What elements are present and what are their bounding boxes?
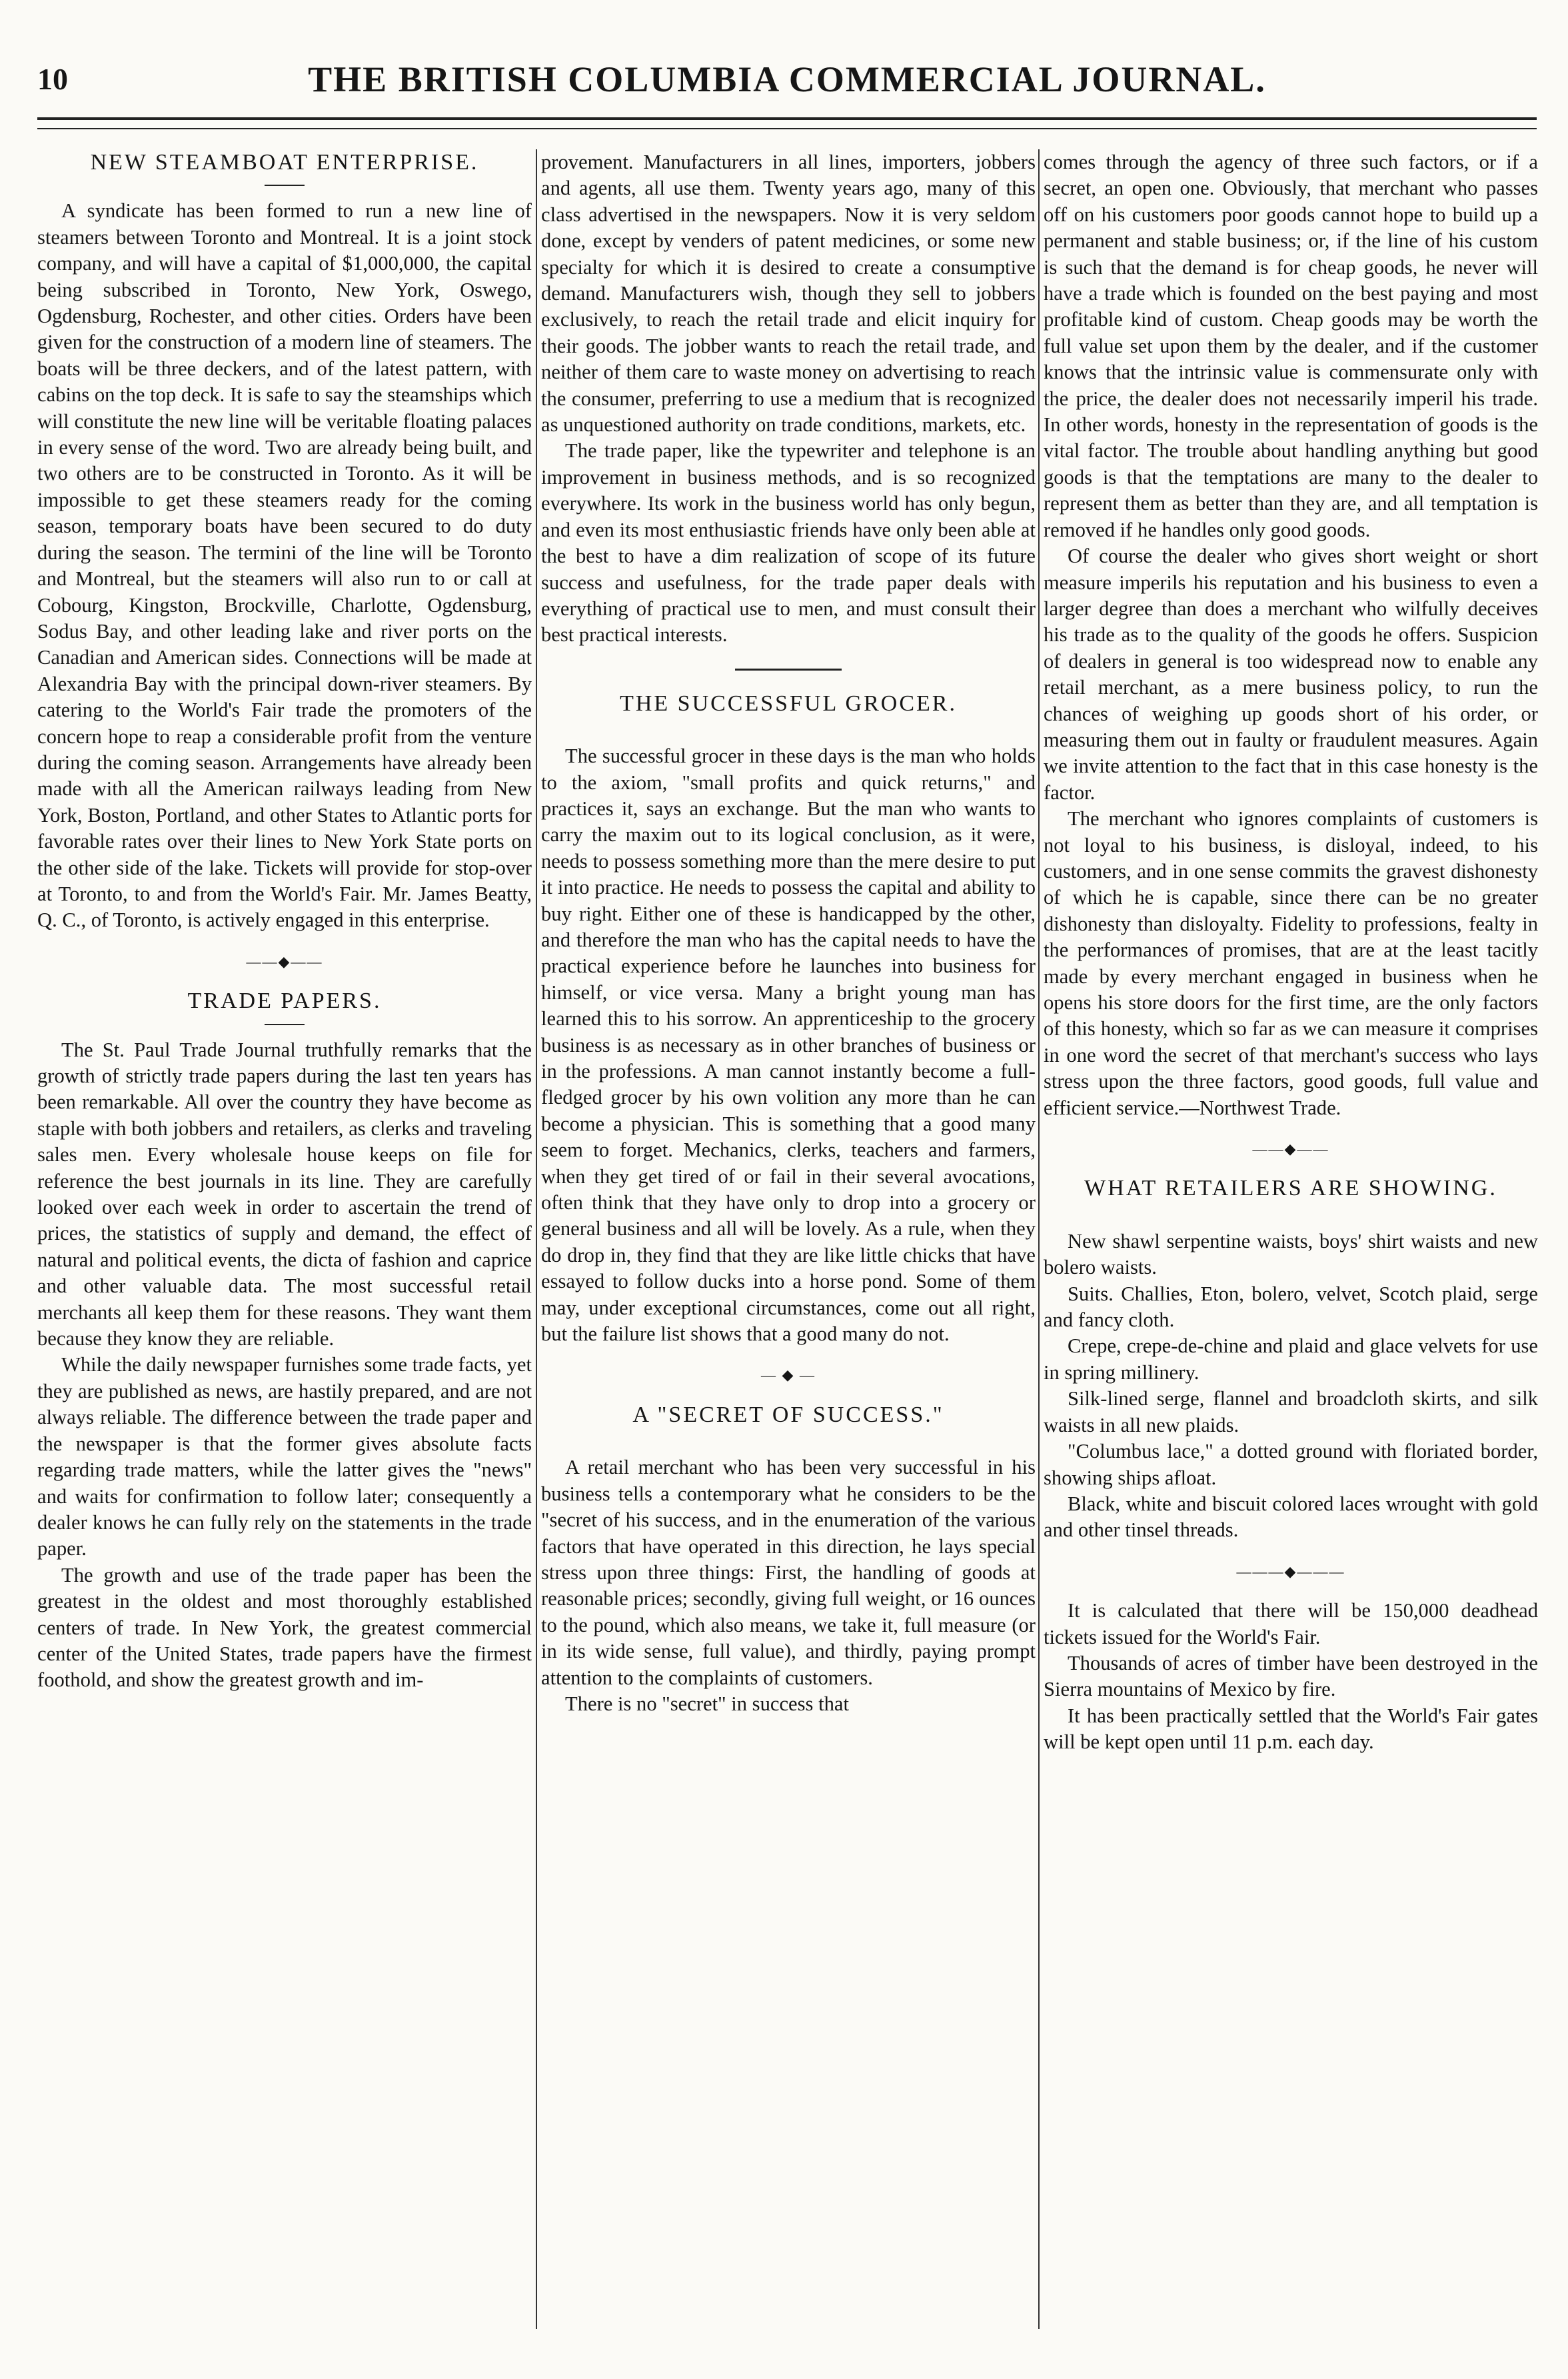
- article-heading: TRADE PAPERS.: [187, 989, 382, 1014]
- paragraph: The successful grocer in these days is the man who holds to the axiom, "small profits and quick returns," and practices it, says an exchange. But the man who wants to carry the maxim out to its logical conclusion, as it were, needs to possess something more than the mere desire to put it into practice. He needs to possess the capital and ability to buy right. Either one of these is handicapped by the other, and therefore the man who has the capital needs to have the practical experience before he launches into business for himself, or vice versa. Many a bright young man has learned this to his sorrow. An apprenticeship to the grocery business is as necessary as in other branches of business or in the professions. A man cannot instantly become a full-fledged grocer by his own volition any more than he can become a physician. This is something that a good many seem to forget. Mechanics, clerks, teachers and farmers, when they get tired of or fail in their several avocations, often think that they have only to drop into a grocery or general business and all will be lovely. As a rule, when they do drop in, they find that they are like little chicks that have essayed to follow ducks into a horse pond. Some of them may, under exceptional circumstances, come out all right, but the failure list shows that a good many do not.: [541, 745, 1036, 1346]
- list-item: New shawl serpentine waists, boys' shirt waists and new bolero waists.: [1044, 1229, 1538, 1279]
- article-heading: WHAT RETAILERS ARE SHOWING.: [1084, 1176, 1497, 1201]
- news-note: Thousands of acres of timber have been destroyed in the Sierra mountains of Mexico by fire.: [1044, 1651, 1538, 1701]
- article-separator: [735, 669, 842, 671]
- paragraph: The growth and use of the trade paper has been the greatest in the oldest and most thoroughly established centers of trade. In New York, the greatest commercial center of the United States, trade papers have the firmest foothold, and show the greatest growth and im-: [37, 1563, 532, 1692]
- list-item: Silk-lined serge, flannel and broadcloth skirts, and silk waists in all new plaids.: [1044, 1387, 1538, 1436]
- paragraph: The trade paper, like the typewriter and telephone is an improvement in business methods, and is so recognized everywhere. Its work in the business world has only begun, and even its most enthusiastic friends have only been able at the best to have a dim realization of scope of its future success and usefulness, for the trade paper deals with everything of practical use to men, and must consult their best practical interests.: [541, 439, 1036, 647]
- paragraph: provement. Manufacturers in all lines, importers, jobbers and agents, all use them. Twenty years ago, many of this class advertised in the newspapers. Now it is very seldom done, except by venders of patent medicines, or some new specialty for which it is desired to create a consumptive demand. Manufacturers wish, though they sell to jobbers exclusively, to reach the retail trade and elicit inquiry for their goods. The jobber wants to reach the retail trade, and neither of them care to waste money on advertising to reach the consumer, preferring to use a medium that is recognized as unquestioned authority on trade conditions, markets, etc.: [541, 151, 1036, 437]
- paragraph: comes through the agency of three such factors, or if a secret, an open one. Obviously, that merchant who passes off on his customers poor goods cannot hope to build up a permanent and stable business; or, if the line of his custom is such that the demand is for cheap goods, he never will have a trade which is founded on the best paying and most profitable kind of custom. Cheap goods may be worth the full value set upon them by the dealer, and if the customer knows that the intrinsic value is commensurate only with the price, the dealer does not necessarily imperil his trade. In other words, honesty in the representation of goods is the vital factor. The trouble about handling anything but good goods is that the temptations are many to the dealer to represent them as better than they are, and all temptation is removed if he handles only good goods.: [1044, 151, 1538, 541]
- paragraph: Of course the dealer who gives short weight or short measure imperils his reputation and his business to even a larger degree than does a merchant who wilfully deceives his trade as to the quality of the goods he offers. Suspicion of dealers in general is too widespread now to enable any retail merchant, as a mere business policy, to run the chances of weighing up goods short of his order, or measuring them out in faulty or fraudulent measures. Again we invite attention to the fact that in this case honesty is the factor.: [1044, 545, 1538, 804]
- news-notes: [1044, 1598, 1538, 1755]
- column-divider: [536, 149, 537, 2329]
- article-separator: ——◆——: [246, 953, 323, 970]
- news-note: It has been practically settled that the World's Fair gates will be kept open until 11 p.m. each day.: [1044, 1704, 1538, 1754]
- list-item: "Columbus lace," a dotted ground with floriated border, showing ships afloat.: [1044, 1440, 1538, 1489]
- news-note: It is calculated that there will be 150,000 deadhead tickets issued for the World's Fair.: [1044, 1599, 1538, 1648]
- article-heading: THE SUCCESSFUL GROCER.: [620, 691, 957, 716]
- column-divider: [1038, 149, 1040, 2329]
- paragraph: There is no "secret" in success that: [565, 1692, 849, 1715]
- column-3: [1044, 149, 1538, 2342]
- page-number: 10: [37, 62, 68, 96]
- article-steamboat: [37, 149, 532, 934]
- header-rule: [37, 117, 1537, 129]
- list-item: Crepe, crepe-de-chine and plaid and glace velvets for use in spring millinery.: [1044, 1334, 1538, 1384]
- article-heading: NEW STEAMBOAT ENTERPRISE.: [90, 150, 479, 175]
- article-successful-grocer: [541, 691, 1036, 1348]
- column-2: [541, 149, 1036, 2342]
- article-secret-of-success: [541, 1402, 1036, 1717]
- article-trade-papers: [37, 988, 532, 1694]
- list-item: Suits. Challies, Eton, bolero, velvet, Scotch plaid, serge and fancy cloth.: [1044, 1282, 1538, 1332]
- article-secret-of-success-continued: [1044, 149, 1538, 1121]
- article-what-retailers-are-showing: [1044, 1175, 1538, 1543]
- page-header: [37, 61, 1537, 115]
- masthead-title: THE BRITISH COLUMBIA COMMERCIAL JOURNAL.: [308, 59, 1266, 99]
- article-separator: ——◆——: [1252, 1141, 1329, 1158]
- heading-rule: [265, 1024, 305, 1025]
- paragraph: While the daily newspaper furnishes some trade facts, yet they are published as news, are hastily prepared, and are not always reliable. The difference between the trade paper and the newspaper is that the former gives absolute facts regarding trade matters, while the latter gives the "news" and waits for confirmation to follow later; consequently a dealer knows he can fully rely on the statements in the trade paper.: [37, 1353, 532, 1560]
- article-separator: — ◆ —: [761, 1366, 816, 1384]
- list-item: Black, white and biscuit colored laces wrought with gold and other tinsel threads.: [1044, 1492, 1538, 1542]
- heading-rule: [265, 185, 305, 186]
- article-heading: A "SECRET OF SUCCESS.": [632, 1402, 944, 1427]
- paragraph: The St. Paul Trade Journal truthfully remarks that the growth of strictly trade papers during the last ten years has been remarkable. All over the country they have become as staple with both jobbers and retailers, as clerks and traveling sales men. Every wholesale house keeps on file for reference the best journals in its line. They are carefully looked over each week in order to ascertain the trend of prices, the statistics of supply and demand, the effect of natural and political events, the dicta of fashion and caprice and other valuable data. The most successful retail merchants all keep them for these reasons. They want them because they know they are reliable.: [37, 1038, 532, 1350]
- paragraph: A retail merchant who has been very successful in his business tells a contemporary what he considers to be the "secret of his success, and in the enumeration of the various factors that have operated in this direction, he lays special stress upon three things: First, the handling of goods at reasonable prices; secondly, giving full weight, or 16 ounces to the pound, which also means, we take it, full measure (or in its wide sense, full value), and thirdly, paying prompt attention to the complaints of customers.: [541, 1456, 1036, 1689]
- paragraph: A syndicate has been formed to run a new line of steamers between Toronto and Montreal. It is a joint stock company, and will have a capital of $1,000,000, the capital being subscribed in Toronto, New York, Oswego, Ogdensburg, Rochester, and other cities. Orders have been given for the construction of a modern line of steamers. The boats will be three deckers, and of the latest pattern, with cabins on the top deck. It is safe to say the steamships which will constitute the new line will be veritable floating palaces in every sense of the word. Two are already being built, and two others are to be constructed in Toronto. As it will be impossible to get these steamers ready for the coming season, temporary boats have been secured to do duty during the season. The termini of the line will be Toronto and Montreal, but the steamers will also run to or call at Cobourg, Kingston, Brockville, Charlotte, Ogdensburg, Sodus Bay, and other leading lake and river ports on the Canadian and American sides. Connections will be made at Alexandria Bay with the principal down-river steamers. By catering to the World's Fair trade the promoters of the concern hope to reap a considerable profit from the venture during the coming season. Arrangements have already been made with all the American railways leading from New York, Boston, Portland, and other States to Atlantic ports for favorable rates over their lines to New York State ports on the other side of the lake. Tickets will provide for stop-over at Toronto, to and from the World's Fair. Mr. James Beatty, Q. C., of Toronto, is actively engaged in this enterprise.: [37, 199, 532, 932]
- paragraph: The merchant who ignores complaints of customers is not loyal to his business, is disloyal, indeed, to his customers, and in one sense commits the gravest dishonesty of which he is capable, since there can be no greater dishonesty than disloyalty. Fidelity to professions, fealty in the performances of promises, that are at the least tacitly made by every merchant engaged in business when he opens his store doors for the first time, are the only factors of this honesty, which so far as we can measure it comprises in one word the secret of that merchant's success who lays stress upon the three factors, good goods, full value and efficient service.—Northwest Trade.: [1044, 807, 1538, 1119]
- article-separator: ———◆———: [1236, 1562, 1345, 1580]
- article-trade-papers-continued: [541, 149, 1036, 649]
- column-1: [37, 149, 532, 2342]
